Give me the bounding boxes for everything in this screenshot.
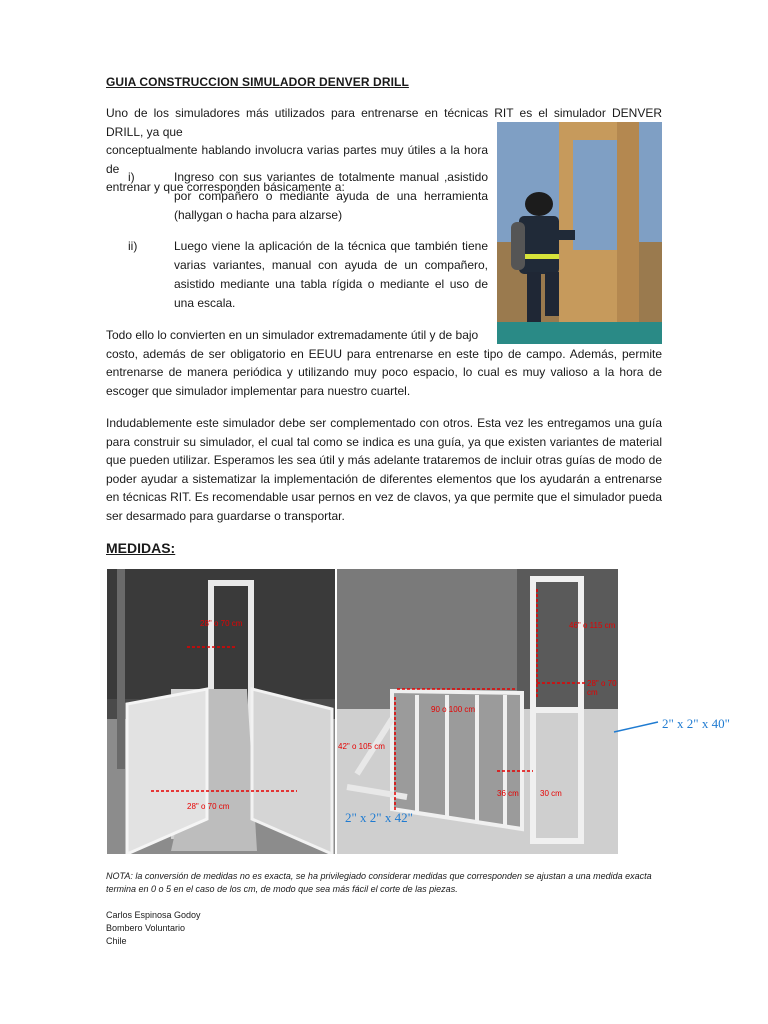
author-role: Bombero Voluntario — [106, 923, 186, 933]
intro-line-2: conceptualmente hablando involucra varias partes muy útiles a la hora de — [106, 143, 488, 176]
conversion-note: NOTA: la conversión de medidas no es exacta, se ha privilegiado considerar medidas que corresponden se ajustan a una medida exacta termina en 0 o 5 en el caso de los cm, de modo que sea más fácil el corte de las piezas. — [106, 871, 652, 894]
measure-label: 28" o 70 cm — [187, 802, 230, 811]
author-country: Chile — [106, 936, 127, 946]
list-item-number: ii) — [128, 239, 138, 253]
lumber-size-label: 2" x 2" x 40" — [662, 716, 730, 731]
measure-label: 42" o 105 cm — [338, 742, 385, 751]
medidas-heading: MEDIDAS: — [106, 540, 176, 556]
cost-rest: costo, además de ser obligatorio en EEUU para entrenarse en este tipo de campo. Además, permite entrenarse de manera periódica y utilizando muy poco espacio, lo cual es muy valioso a la hora de escoger que simulador implementar para nuestro cuartel. — [106, 346, 662, 398]
measure-label: 90 o 100 cm — [431, 705, 476, 714]
measure-label: 28" o 70 cm — [587, 679, 617, 697]
list-item — [106, 168, 488, 225]
signature-block — [106, 909, 201, 948]
list-item — [106, 237, 488, 313]
measure-label: 36 cm — [497, 789, 519, 798]
list-item-text: Ingreso con sus variantes de totalmente manual ,asistido por compañero o mediante ayuda de una herramienta (hallygan o hacha para alzarse) — [174, 170, 488, 222]
cost-line-1: Todo ello lo convierten en un simulador extremadamente útil y de bajo — [106, 328, 479, 342]
list-item-number: i) — [128, 170, 135, 184]
firefighter-photo — [497, 122, 662, 344]
intro-line-3: entrenar y que corresponden básicamente a: — [106, 180, 345, 194]
guide-paragraph: Indudablemente este simulador debe ser complementado con otros. Esta vez les entregamos una guía para construir su simulador, el cual tal como se indica es una guía, ya que existen variantes de material que pueden utilizar. Esperamos les sea útil y más adelante trataremos de incluir otras guías de modo de poder ayudar a sistematizar la implementación de diferentes elementos que los ayudarán a entrenarse en técnicas RIT. Es recomendable usar pernos en vez de clavos, ya que permite que el simulador pueda ser desarmado para guardarse o transportar. — [106, 416, 662, 523]
arrow-icon — [580, 710, 670, 740]
simulator-front-photo — [107, 569, 335, 854]
technique-list — [106, 168, 488, 325]
measure-label: 28" o 70 cm — [200, 619, 243, 628]
author-name: Carlos Espinosa Godoy — [106, 910, 201, 920]
lumber-size-label: 2" x 2" x 42" — [345, 810, 413, 825]
document-title: GUIA CONSTRUCCION SIMULADOR DENVER DRILL — [106, 75, 409, 89]
measure-label: 30 cm — [540, 789, 562, 798]
intro-line-1: Uno de los simuladores más utilizados para entrenarse en técnicas RIT es el simulador DENVER DRILL, ya que — [106, 106, 662, 139]
measure-label: 46" o 115 cm — [569, 621, 616, 630]
list-item-text: Luego viene la aplicación de la técnica que también tiene varias variantes, manual con ayuda de un compañero, asistido mediante una tabla rígida o mediante el uso de una escala. — [174, 239, 488, 310]
